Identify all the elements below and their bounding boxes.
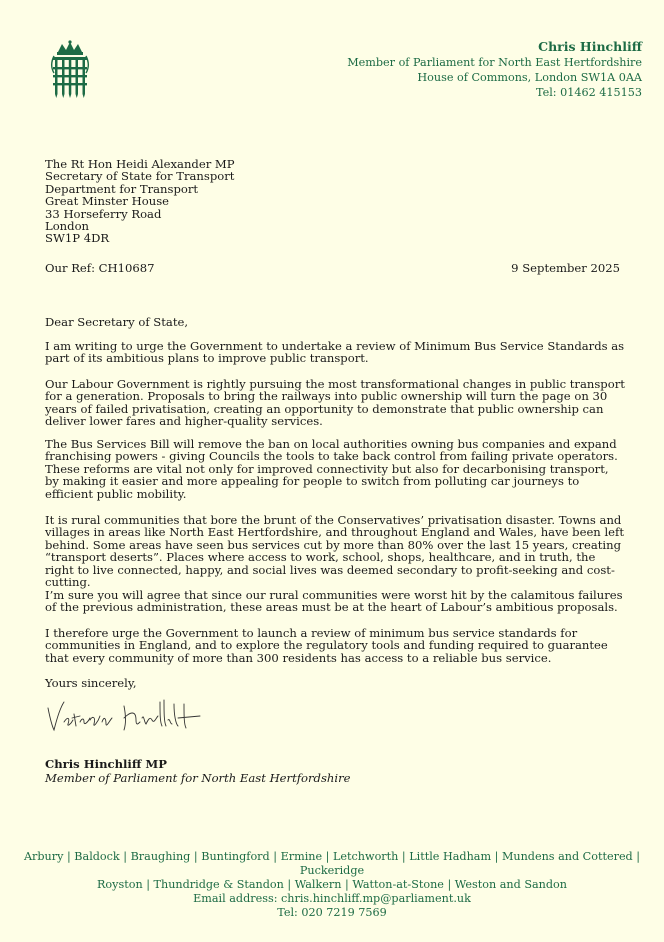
- reference-row: [45, 262, 620, 275]
- recipient-address: [45, 158, 623, 245]
- handwritten-signature: [44, 694, 204, 738]
- recipient-line: SW1P 4DR: [45, 231, 110, 246]
- portcullis-icon: [48, 40, 92, 100]
- closing: Yours sincerely,: [45, 676, 137, 690]
- towns-line: Royston | Thundridge & Standon | Walkern | Watton-at-Stone | Weston and Sandon: [97, 878, 567, 891]
- recipient-line: Great Minster House: [45, 194, 170, 209]
- contact-email[interactable]: Email address: chris.hinchliff.mp@parliament.uk: [193, 892, 471, 905]
- paragraph: It is rural communities that bore the brunt of the Conservatives’ privatisation disaster. Towns and villages in areas like North East Hertfordshire, and throughout England and Wales, have been left behind. Some areas have seen bus services cut by more than 80% over the last 15 years, creating “transport deserts”. Places where access to work, school, shops, healthcare, and in truth, the right to live connected, happy, and social lives was deemed secondary to profit-seeking and cost-cutting.: [45, 513, 624, 590]
- reference: Our Ref: CH10687: [45, 261, 155, 275]
- salutation: Dear Secretary of State,: [45, 315, 189, 329]
- paragraph: I am writing to urge the Government to undertake a review of Minimum Bus Service Standards as part of its ambitious plans to improve public transport.: [45, 339, 625, 366]
- signatory-title: Member of Parliament for North East Hertfordshire: [45, 771, 351, 785]
- letter-date: 9 September 2025: [511, 261, 620, 275]
- footer-contact: [0, 892, 664, 920]
- paragraph: The Bus Services Bill will remove the ban on local authorities owning bus companies and expand franchising powers - giving Councils the tools to take back control from failing private operators. These reforms are vital not only for improved connectivity but also for decarbonising transport, by making it easier and more appealing for people to switch from polluting car journeys to efficient public mobility.: [45, 437, 618, 501]
- recipient-line: London: [45, 219, 90, 234]
- paragraph: I therefore urge the Government to launch a review of minimum bus service standards for communities in England, and to explore the regulatory tools and funding required to guarantee that every community of more than 300 residents has access to a reliable bus service.: [45, 626, 608, 665]
- signatory-name: Chris Hinchliff MP: [45, 757, 167, 771]
- paragraph: Our Labour Government is rightly pursuing the most transformational changes in public transport for a generation. Proposals to bring the railways into public ownership will turn the page on 30 years of failed privatisation, creating an opportunity to demonstrate that public ownership can deliver lower fares and higher-quality services.: [45, 377, 625, 429]
- mp-phone: Tel: 01462 415153: [536, 86, 642, 99]
- towns-line: Arbury | Baldock | Braughing | Buntingford | Ermine | Letchworth | Little Hadham | Mundens and Cottered | Puckeridge: [23, 850, 641, 877]
- recipient-line: Secretary of State for Transport: [45, 169, 235, 184]
- recipient-line: The Rt Hon Heidi Alexander MP: [45, 157, 235, 171]
- recipient-line: Department for Transport: [45, 181, 199, 196]
- paragraph: I’m sure you will agree that since our rural communities were worst hit by the calamitous failures of the previous administration, these areas must be at the heart of Labour’s ambitious proposals.: [45, 588, 623, 615]
- contact-phone: Tel: 020 7219 7569: [277, 906, 387, 919]
- footer-towns: [0, 850, 664, 892]
- mp-name: Chris Hinchliff: [538, 39, 642, 54]
- recipient-line: 33 Horseferry Road: [45, 206, 162, 221]
- mp-role: Member of Parliament for North East Hertfordshire: [347, 56, 642, 69]
- mp-address: House of Commons, London SW1A 0AA: [417, 71, 642, 84]
- mp-header: [347, 39, 642, 100]
